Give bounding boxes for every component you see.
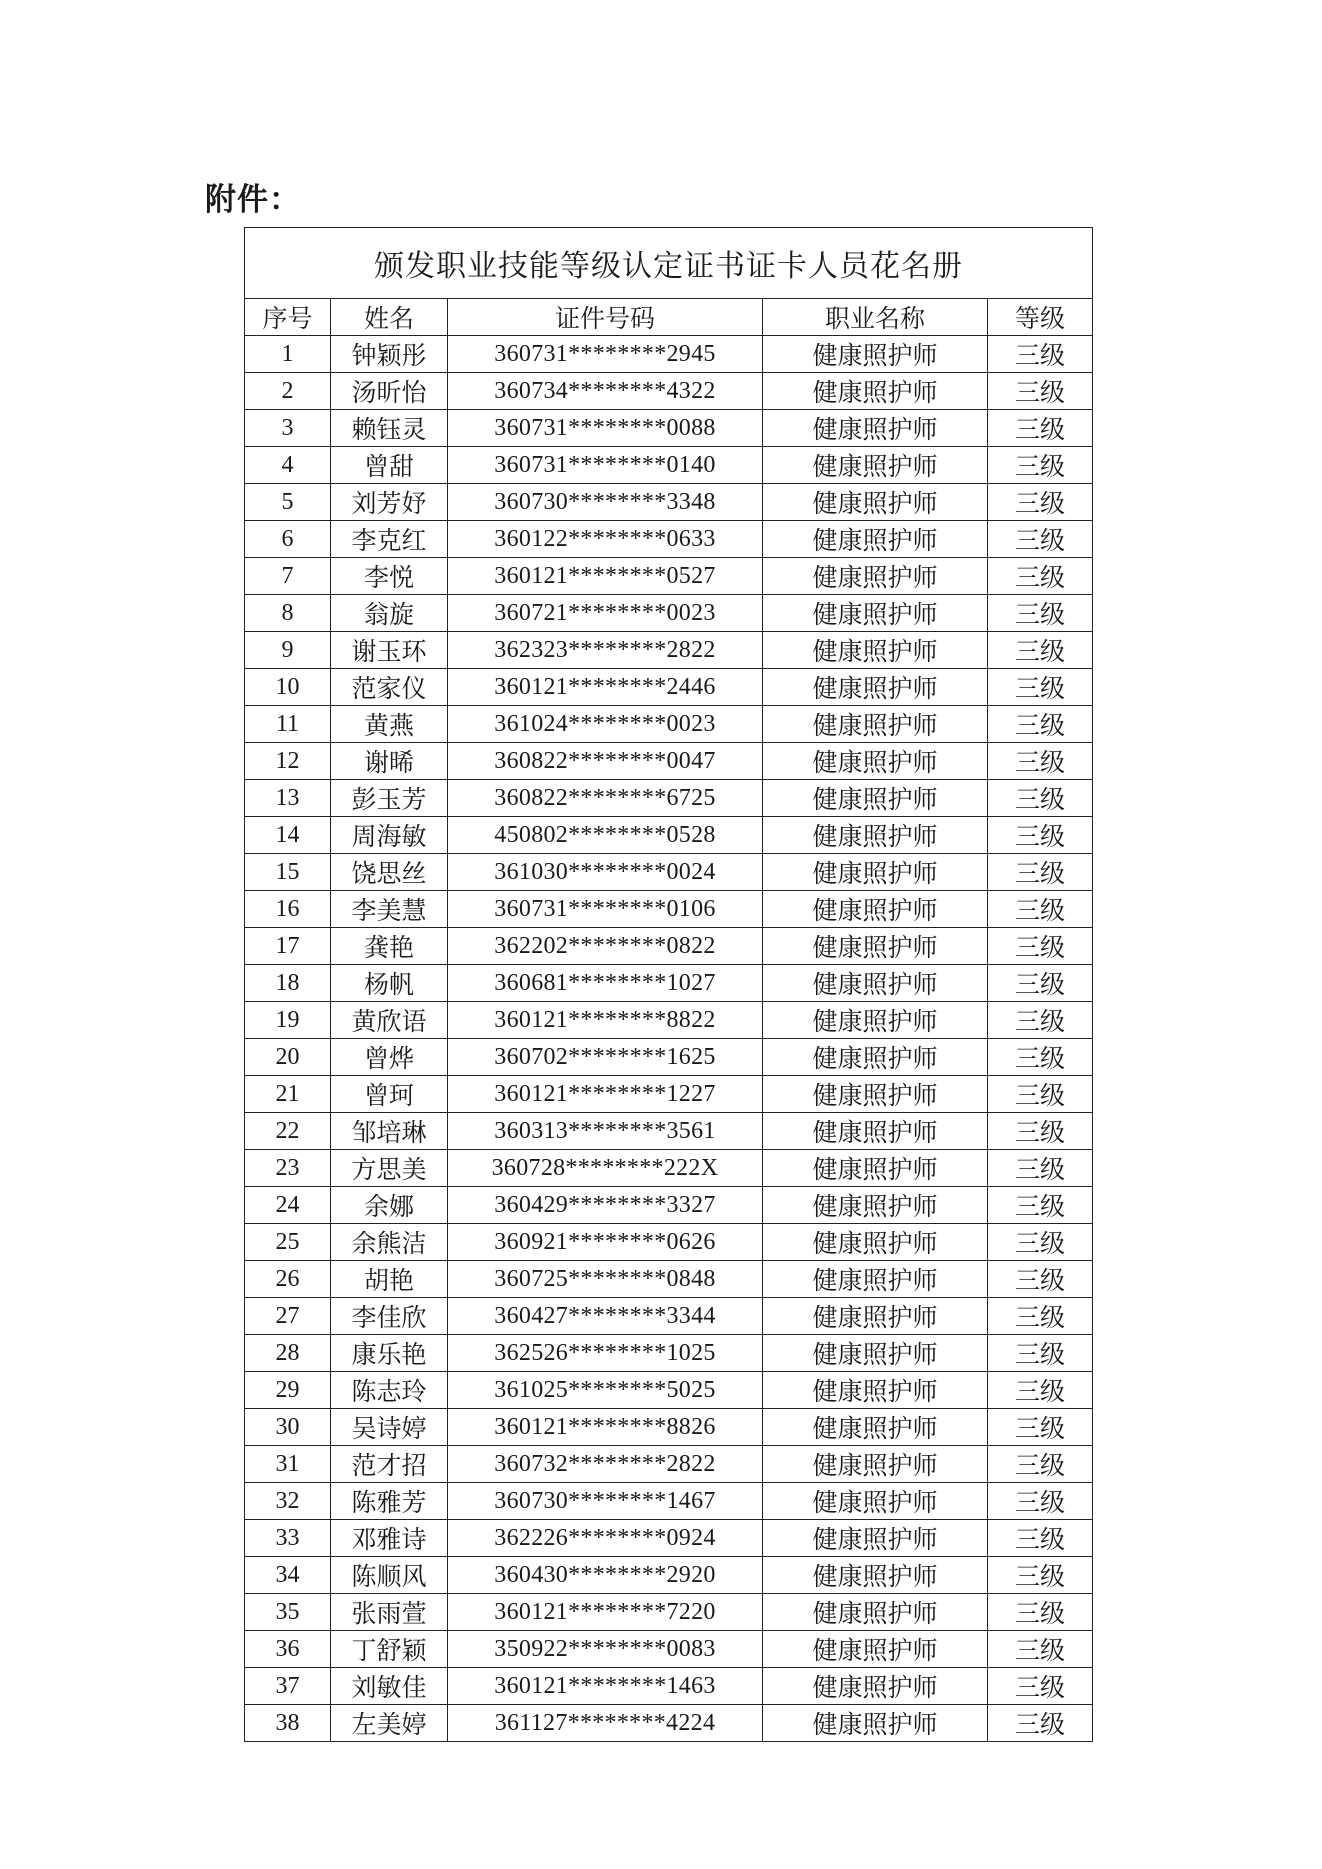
cell-id-number: 360730********1467 — [448, 1483, 763, 1520]
cell-occupation: 健康照护师 — [763, 632, 988, 669]
cell-id-number: 360122********0633 — [448, 521, 763, 558]
cell-id-number: 360702********1625 — [448, 1039, 763, 1076]
cell-name: 黄燕 — [331, 706, 448, 743]
cell-level: 三级 — [988, 1187, 1093, 1224]
cell-level: 三级 — [988, 373, 1093, 410]
cell-occupation: 健康照护师 — [763, 1039, 988, 1076]
cell-id-number: 360921********0626 — [448, 1224, 763, 1261]
table-row — [245, 447, 1093, 484]
table-row — [245, 484, 1093, 521]
cell-occupation: 健康照护师 — [763, 928, 988, 965]
cell-occupation: 健康照护师 — [763, 373, 988, 410]
cell-no: 32 — [245, 1483, 331, 1520]
cell-level: 三级 — [988, 1298, 1093, 1335]
cell-id-number: 360429********3327 — [448, 1187, 763, 1224]
table-row — [245, 1446, 1093, 1483]
cell-no: 8 — [245, 595, 331, 632]
cell-name: 黄欣语 — [331, 1002, 448, 1039]
table-row — [245, 1483, 1093, 1520]
cell-no: 30 — [245, 1409, 331, 1446]
cell-occupation: 健康照护师 — [763, 1261, 988, 1298]
cell-name: 曾甜 — [331, 447, 448, 484]
cell-id-number: 360731********0088 — [448, 410, 763, 447]
cell-id-number: 360731********2945 — [448, 336, 763, 373]
cell-name: 曾烨 — [331, 1039, 448, 1076]
cell-id-number: 360427********3344 — [448, 1298, 763, 1335]
table-row — [245, 965, 1093, 1002]
cell-level: 三级 — [988, 632, 1093, 669]
table-row — [245, 1594, 1093, 1631]
cell-level: 三级 — [988, 1039, 1093, 1076]
cell-no: 7 — [245, 558, 331, 595]
cell-no: 16 — [245, 891, 331, 928]
table-row — [245, 632, 1093, 669]
cell-occupation: 健康照护师 — [763, 1520, 988, 1557]
cell-no: 6 — [245, 521, 331, 558]
cell-no: 34 — [245, 1557, 331, 1594]
cell-name: 左美婷 — [331, 1705, 448, 1742]
cell-id-number: 350922********0083 — [448, 1631, 763, 1668]
cell-level: 三级 — [988, 1113, 1093, 1150]
cell-no: 5 — [245, 484, 331, 521]
cell-no: 38 — [245, 1705, 331, 1742]
cell-occupation: 健康照护师 — [763, 1187, 988, 1224]
cell-id-number: 360822********0047 — [448, 743, 763, 780]
cell-name: 陈雅芳 — [331, 1483, 448, 1520]
cell-id-number: 360681********1027 — [448, 965, 763, 1002]
table-row — [245, 336, 1093, 373]
cell-no: 18 — [245, 965, 331, 1002]
cell-name: 范才招 — [331, 1446, 448, 1483]
cell-level: 三级 — [988, 928, 1093, 965]
cell-id-number: 361025********5025 — [448, 1372, 763, 1409]
cell-level: 三级 — [988, 1594, 1093, 1631]
cell-occupation: 健康照护师 — [763, 1113, 988, 1150]
cell-no: 37 — [245, 1668, 331, 1705]
cell-no: 11 — [245, 706, 331, 743]
cell-name: 陈顺风 — [331, 1557, 448, 1594]
cell-no: 21 — [245, 1076, 331, 1113]
cell-name: 谢玉环 — [331, 632, 448, 669]
table-row — [245, 1261, 1093, 1298]
cell-occupation: 健康照护师 — [763, 410, 988, 447]
cell-id-number: 362226********0924 — [448, 1520, 763, 1557]
cell-id-number: 360121********8826 — [448, 1409, 763, 1446]
cell-no: 2 — [245, 373, 331, 410]
cell-name: 丁舒颖 — [331, 1631, 448, 1668]
cell-no: 33 — [245, 1520, 331, 1557]
cell-occupation: 健康照护师 — [763, 743, 988, 780]
cell-id-number: 360730********3348 — [448, 484, 763, 521]
table-row — [245, 558, 1093, 595]
cell-no: 24 — [245, 1187, 331, 1224]
header-row — [245, 299, 1093, 336]
cell-no: 27 — [245, 1298, 331, 1335]
cell-name: 方思美 — [331, 1150, 448, 1187]
cell-occupation: 健康照护师 — [763, 854, 988, 891]
cell-no: 3 — [245, 410, 331, 447]
cell-occupation: 健康照护师 — [763, 1705, 988, 1742]
cell-level: 三级 — [988, 743, 1093, 780]
table-row — [245, 1557, 1093, 1594]
cell-occupation: 健康照护师 — [763, 891, 988, 928]
cell-occupation: 健康照护师 — [763, 669, 988, 706]
cell-name: 汤昕怡 — [331, 373, 448, 410]
cell-occupation: 健康照护师 — [763, 1557, 988, 1594]
cell-id-number: 361127********4224 — [448, 1705, 763, 1742]
cell-name: 张雨萱 — [331, 1594, 448, 1631]
cell-name: 钟颖彤 — [331, 336, 448, 373]
table-row — [245, 373, 1093, 410]
cell-name: 范家仪 — [331, 669, 448, 706]
cell-no: 14 — [245, 817, 331, 854]
cell-level: 三级 — [988, 1372, 1093, 1409]
cell-level: 三级 — [988, 817, 1093, 854]
cell-level: 三级 — [988, 1261, 1093, 1298]
table-row — [245, 706, 1093, 743]
table-row — [245, 1076, 1093, 1113]
cell-name: 杨帆 — [331, 965, 448, 1002]
cell-no: 31 — [245, 1446, 331, 1483]
cell-id-number: 360734********4322 — [448, 373, 763, 410]
cell-level: 三级 — [988, 1150, 1093, 1187]
cell-level: 三级 — [988, 1557, 1093, 1594]
table-row — [245, 1039, 1093, 1076]
table-row — [245, 1409, 1093, 1446]
cell-occupation: 健康照护师 — [763, 1372, 988, 1409]
cell-level: 三级 — [988, 1076, 1093, 1113]
table-row — [245, 1705, 1093, 1742]
cell-name: 周海敏 — [331, 817, 448, 854]
cell-no: 13 — [245, 780, 331, 817]
cell-occupation: 健康照护师 — [763, 595, 988, 632]
table-row — [245, 780, 1093, 817]
cell-level: 三级 — [988, 965, 1093, 1002]
table-row — [245, 1335, 1093, 1372]
cell-occupation: 健康照护师 — [763, 1224, 988, 1261]
cell-no: 20 — [245, 1039, 331, 1076]
cell-no: 22 — [245, 1113, 331, 1150]
cell-level: 三级 — [988, 1483, 1093, 1520]
cell-occupation: 健康照护师 — [763, 484, 988, 521]
cell-occupation: 健康照护师 — [763, 1076, 988, 1113]
cell-occupation: 健康照护师 — [763, 336, 988, 373]
attachment-label: 附件： — [205, 182, 301, 218]
cell-occupation: 健康照护师 — [763, 1002, 988, 1039]
cell-name: 刘芳妤 — [331, 484, 448, 521]
table-row — [245, 1631, 1093, 1668]
cell-level: 三级 — [988, 1224, 1093, 1261]
cell-no: 29 — [245, 1372, 331, 1409]
cell-name: 曾珂 — [331, 1076, 448, 1113]
cell-name: 邹培琳 — [331, 1113, 448, 1150]
cell-level: 三级 — [988, 1335, 1093, 1372]
cell-name: 余熊洁 — [331, 1224, 448, 1261]
cell-occupation: 健康照护师 — [763, 1298, 988, 1335]
cell-occupation: 健康照护师 — [763, 965, 988, 1002]
cell-no: 19 — [245, 1002, 331, 1039]
table-row — [245, 743, 1093, 780]
cell-id-number: 360721********0023 — [448, 595, 763, 632]
cell-id-number: 361030********0024 — [448, 854, 763, 891]
cell-name: 李美慧 — [331, 891, 448, 928]
cell-id-number: 362526********1025 — [448, 1335, 763, 1372]
header-name: 姓名 — [331, 299, 448, 336]
cell-id-number: 360822********6725 — [448, 780, 763, 817]
header-level: 等级 — [988, 299, 1093, 336]
cell-level: 三级 — [988, 1002, 1093, 1039]
cell-level: 三级 — [988, 1705, 1093, 1742]
cell-occupation: 健康照护师 — [763, 447, 988, 484]
cell-id-number: 360731********0106 — [448, 891, 763, 928]
cell-no: 36 — [245, 1631, 331, 1668]
cell-name: 陈志玲 — [331, 1372, 448, 1409]
cell-no: 25 — [245, 1224, 331, 1261]
table-row — [245, 928, 1093, 965]
cell-level: 三级 — [988, 521, 1093, 558]
cell-level: 三级 — [988, 447, 1093, 484]
header-id-number: 证件号码 — [448, 299, 763, 336]
table-row — [245, 1150, 1093, 1187]
table-row — [245, 1187, 1093, 1224]
cell-name: 李悦 — [331, 558, 448, 595]
cell-id-number: 360430********2920 — [448, 1557, 763, 1594]
table-title: 颁发职业技能等级认定证书证卡人员花名册 — [245, 228, 1093, 299]
cell-occupation: 健康照护师 — [763, 1631, 988, 1668]
cell-no: 17 — [245, 928, 331, 965]
cell-name: 李克红 — [331, 521, 448, 558]
cell-name: 刘敏佳 — [331, 1668, 448, 1705]
cell-level: 三级 — [988, 854, 1093, 891]
cell-id-number: 360121********1463 — [448, 1668, 763, 1705]
cell-no: 28 — [245, 1335, 331, 1372]
cell-level: 三级 — [988, 669, 1093, 706]
cell-occupation: 健康照护师 — [763, 817, 988, 854]
cell-name: 饶思丝 — [331, 854, 448, 891]
cell-id-number: 360121********0527 — [448, 558, 763, 595]
cell-occupation: 健康照护师 — [763, 1409, 988, 1446]
cell-occupation: 健康照护师 — [763, 1668, 988, 1705]
table-row — [245, 817, 1093, 854]
cell-no: 26 — [245, 1261, 331, 1298]
cell-level: 三级 — [988, 595, 1093, 632]
cell-occupation: 健康照护师 — [763, 1150, 988, 1187]
cell-level: 三级 — [988, 1446, 1093, 1483]
cell-name: 翁旋 — [331, 595, 448, 632]
cell-id-number: 360121********1227 — [448, 1076, 763, 1113]
cell-level: 三级 — [988, 484, 1093, 521]
cell-level: 三级 — [988, 558, 1093, 595]
cell-level: 三级 — [988, 780, 1093, 817]
cell-id-number: 360121********8822 — [448, 1002, 763, 1039]
cell-occupation: 健康照护师 — [763, 521, 988, 558]
cell-name: 余娜 — [331, 1187, 448, 1224]
table-row — [245, 891, 1093, 928]
table-row — [245, 1224, 1093, 1261]
cell-level: 三级 — [988, 410, 1093, 447]
header-occupation: 职业名称 — [763, 299, 988, 336]
cell-no: 10 — [245, 669, 331, 706]
cell-id-number: 360731********0140 — [448, 447, 763, 484]
cell-occupation: 健康照护师 — [763, 1594, 988, 1631]
cell-level: 三级 — [988, 1668, 1093, 1705]
table-row — [245, 1298, 1093, 1335]
cell-occupation: 健康照护师 — [763, 558, 988, 595]
cell-name: 龚艳 — [331, 928, 448, 965]
table-row — [245, 1668, 1093, 1705]
cell-occupation: 健康照护师 — [763, 1335, 988, 1372]
cell-level: 三级 — [988, 891, 1093, 928]
cell-no: 15 — [245, 854, 331, 891]
table-row — [245, 1113, 1093, 1150]
cell-name: 邓雅诗 — [331, 1520, 448, 1557]
cell-id-number: 360728********222X — [448, 1150, 763, 1187]
roster-body — [245, 336, 1093, 1742]
cell-no: 1 — [245, 336, 331, 373]
table-row — [245, 1002, 1093, 1039]
roster-table — [244, 227, 1093, 1742]
header-no: 序号 — [245, 299, 331, 336]
table-row — [245, 854, 1093, 891]
cell-id-number: 360121********2446 — [448, 669, 763, 706]
cell-occupation: 健康照护师 — [763, 706, 988, 743]
cell-id-number: 360732********2822 — [448, 1446, 763, 1483]
cell-no: 23 — [245, 1150, 331, 1187]
table-row — [245, 669, 1093, 706]
cell-level: 三级 — [988, 1520, 1093, 1557]
cell-level: 三级 — [988, 336, 1093, 373]
table-row — [245, 1372, 1093, 1409]
cell-no: 35 — [245, 1594, 331, 1631]
cell-name: 赖钰灵 — [331, 410, 448, 447]
cell-name: 吴诗婷 — [331, 1409, 448, 1446]
cell-name: 胡艳 — [331, 1261, 448, 1298]
cell-id-number: 362202********0822 — [448, 928, 763, 965]
cell-id-number: 361024********0023 — [448, 706, 763, 743]
cell-occupation: 健康照护师 — [763, 1483, 988, 1520]
table-row — [245, 1520, 1093, 1557]
cell-occupation: 健康照护师 — [763, 1446, 988, 1483]
cell-occupation: 健康照护师 — [763, 780, 988, 817]
cell-level: 三级 — [988, 1631, 1093, 1668]
cell-id-number: 450802********0528 — [448, 817, 763, 854]
cell-level: 三级 — [988, 706, 1093, 743]
table-row — [245, 410, 1093, 447]
cell-no: 9 — [245, 632, 331, 669]
cell-name: 李佳欣 — [331, 1298, 448, 1335]
cell-name: 康乐艳 — [331, 1335, 448, 1372]
title-row — [245, 228, 1093, 299]
cell-no: 12 — [245, 743, 331, 780]
cell-name: 彭玉芳 — [331, 780, 448, 817]
table-row — [245, 595, 1093, 632]
table-row — [245, 521, 1093, 558]
cell-no: 4 — [245, 447, 331, 484]
cell-id-number: 362323********2822 — [448, 632, 763, 669]
cell-level: 三级 — [988, 1409, 1093, 1446]
cell-id-number: 360121********7220 — [448, 1594, 763, 1631]
cell-id-number: 360313********3561 — [448, 1113, 763, 1150]
cell-name: 谢晞 — [331, 743, 448, 780]
cell-id-number: 360725********0848 — [448, 1261, 763, 1298]
